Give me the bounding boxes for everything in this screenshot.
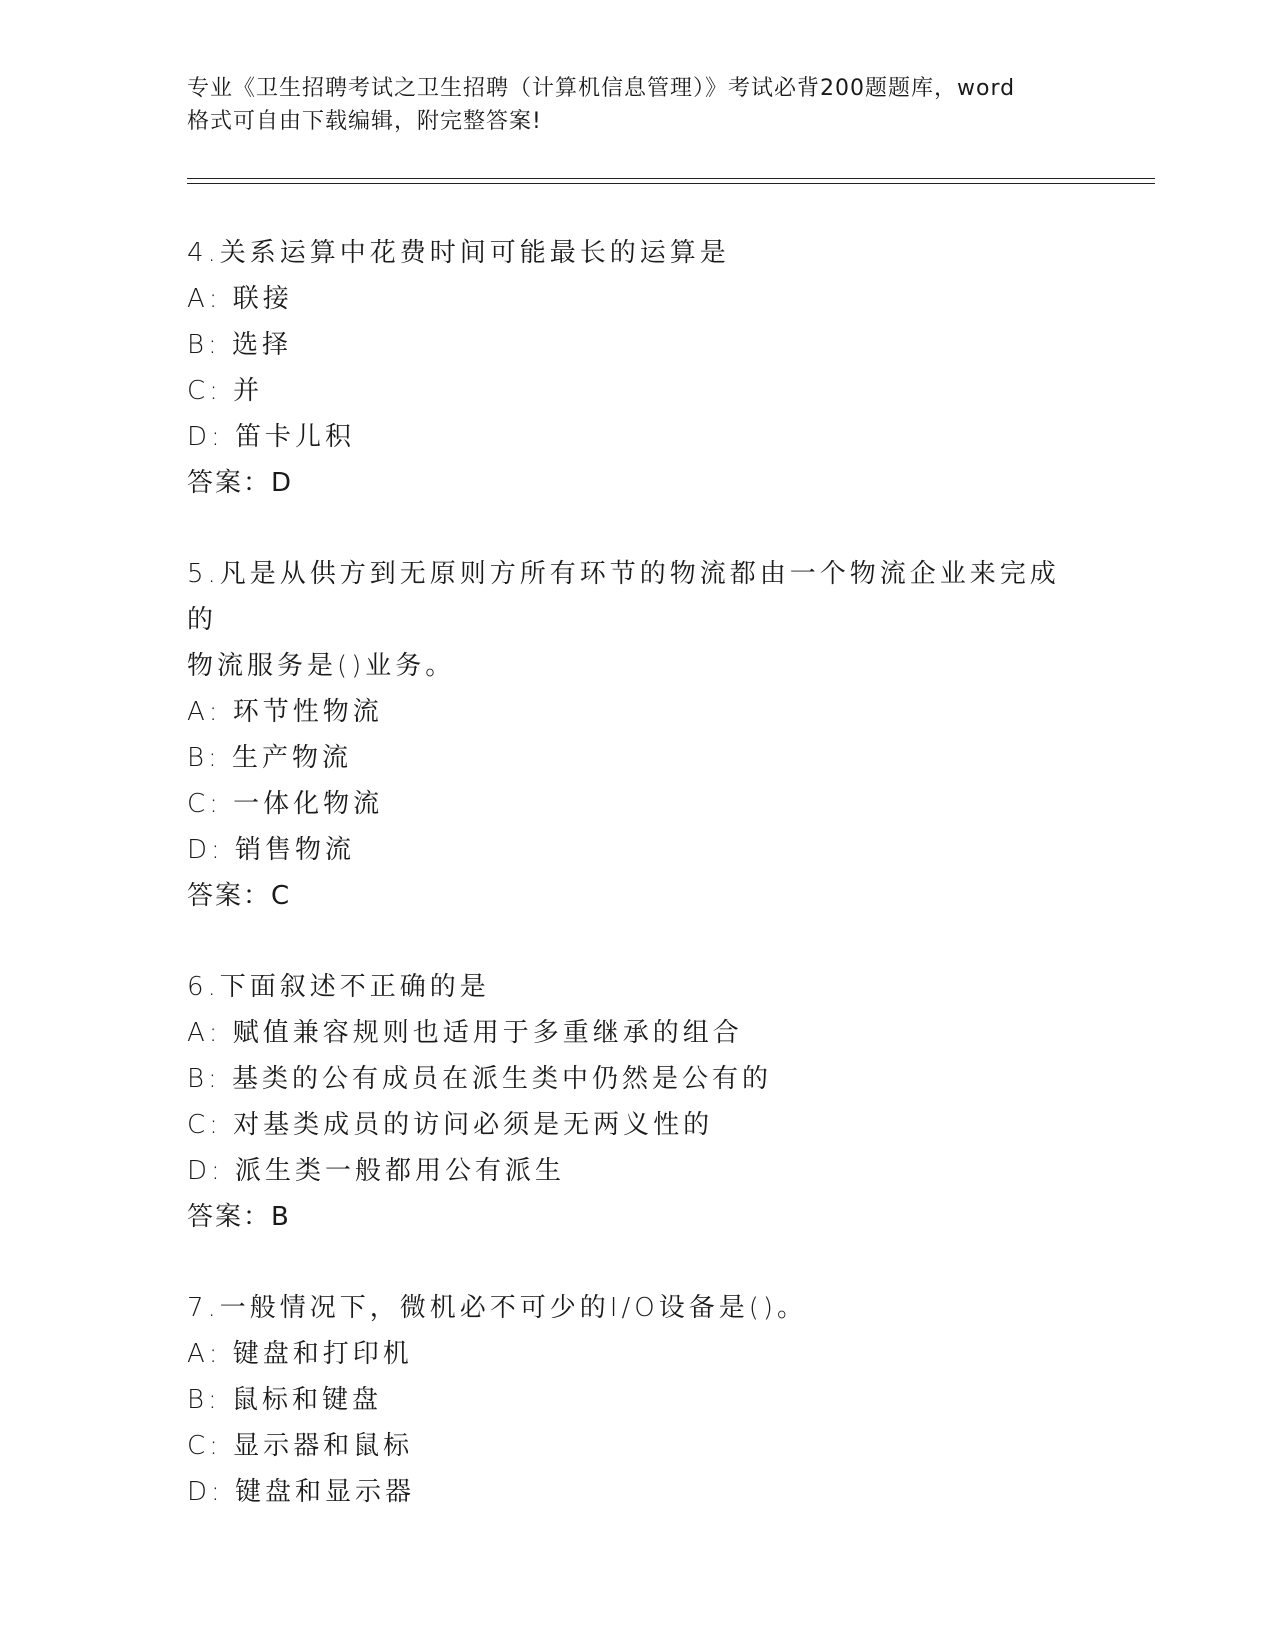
header-divider-bottom [187, 183, 1155, 184]
option-letter: A [187, 1018, 209, 1048]
question-option [187, 735, 1087, 781]
question-block [187, 551, 1087, 919]
option-letter: A [187, 284, 209, 314]
option-letter: B [187, 743, 209, 773]
option-separator: : [211, 422, 224, 452]
question-option [187, 1469, 1087, 1515]
question-stem: 5.凡是从供方到无原则方所有环节的物流都由一个物流企业来完成的 [187, 559, 1060, 635]
answer-label: 答案： [187, 1202, 272, 1232]
option-letter: C [187, 789, 210, 819]
question-block [187, 230, 1087, 506]
question-option [187, 322, 1087, 368]
option-text: 派生类一般都用公有派生 [235, 1156, 566, 1186]
question-option [187, 1056, 1087, 1102]
question-option [187, 689, 1087, 735]
header-line-1: 专业《卫生招聘考试之卫生招聘（计算机信息管理）》考试必背200题题库，word [187, 76, 1016, 101]
option-letter: B [187, 1385, 209, 1415]
question-stem: 物流服务是()业务。 [187, 651, 456, 681]
option-letter: A [187, 697, 209, 727]
question-option [187, 414, 1087, 460]
option-text: 销售物流 [235, 835, 356, 865]
option-text: 生产物流 [232, 743, 353, 773]
question-option [187, 1148, 1087, 1194]
option-text: 键盘和打印机 [232, 1339, 413, 1369]
option-text: 鼠标和键盘 [232, 1385, 383, 1415]
question-option [187, 827, 1087, 873]
option-separator: : [208, 284, 222, 314]
document-header [187, 72, 1087, 138]
option-separator: : [208, 1018, 222, 1048]
answer-value: C [271, 881, 292, 911]
question-option [187, 1423, 1087, 1469]
option-letter: D [187, 1477, 212, 1507]
option-separator: : [209, 789, 222, 819]
option-text: 显示器和鼠标 [233, 1431, 414, 1461]
option-separator: : [209, 1110, 222, 1140]
option-text: 选择 [232, 330, 293, 360]
option-separator: : [208, 697, 222, 727]
question-option [187, 368, 1087, 414]
answer-line [187, 460, 1087, 506]
option-separator: : [211, 1477, 224, 1507]
question-option [187, 1377, 1087, 1423]
option-letter: D [187, 835, 212, 865]
option-text: 基类的公有成员在派生类中仍然是公有的 [232, 1064, 773, 1094]
option-separator: : [208, 1064, 221, 1094]
option-letter: A [187, 1339, 209, 1369]
question-option [187, 276, 1087, 322]
option-separator: : [208, 1385, 221, 1415]
option-letter: C [187, 1431, 210, 1461]
answer-value: D [271, 468, 294, 498]
option-text: 联接 [232, 284, 293, 314]
option-text: 并 [233, 376, 264, 406]
option-text: 一体化物流 [233, 789, 384, 819]
question-block [187, 1285, 1087, 1515]
header-line-2: 格式可自由下载编辑，附完整答案! [187, 109, 542, 134]
answer-label: 答案： [187, 881, 272, 911]
option-separator: : [208, 330, 221, 360]
question-option [187, 1331, 1087, 1377]
option-separator: : [211, 1156, 224, 1186]
option-letter: D [187, 422, 212, 452]
option-letter: D [187, 1156, 212, 1186]
header-divider-top [187, 178, 1155, 179]
question-stem: 7.一般情况下，微机必不可少的I/O设备是()。 [187, 1293, 807, 1323]
option-separator: : [211, 835, 224, 865]
option-text: 环节性物流 [232, 697, 383, 727]
option-letter: B [187, 1064, 209, 1094]
option-text: 键盘和显示器 [235, 1477, 416, 1507]
answer-line [187, 873, 1087, 919]
option-letter: C [187, 1110, 210, 1140]
question-stem: 4.关系运算中花费时间可能最长的运算是 [187, 238, 730, 268]
question-option [187, 781, 1087, 827]
question-stem: 6.下面叙述不正确的是 [187, 972, 490, 1002]
option-separator: : [209, 1431, 222, 1461]
answer-line [187, 1194, 1087, 1240]
question-option [187, 1102, 1087, 1148]
option-separator: : [209, 376, 222, 406]
option-separator: : [208, 1339, 222, 1369]
question-list [187, 230, 1087, 1560]
option-separator: : [208, 743, 221, 773]
question-block [187, 964, 1087, 1240]
question-option [187, 1010, 1087, 1056]
option-text: 笛卡儿积 [235, 422, 356, 452]
answer-value: B [271, 1202, 291, 1232]
option-text: 赋值兼容规则也适用于多重继承的组合 [232, 1018, 743, 1048]
option-text: 对基类成员的访问必须是无两义性的 [233, 1110, 714, 1140]
option-letter: C [187, 376, 210, 406]
option-letter: B [187, 330, 209, 360]
answer-label: 答案： [187, 468, 272, 498]
